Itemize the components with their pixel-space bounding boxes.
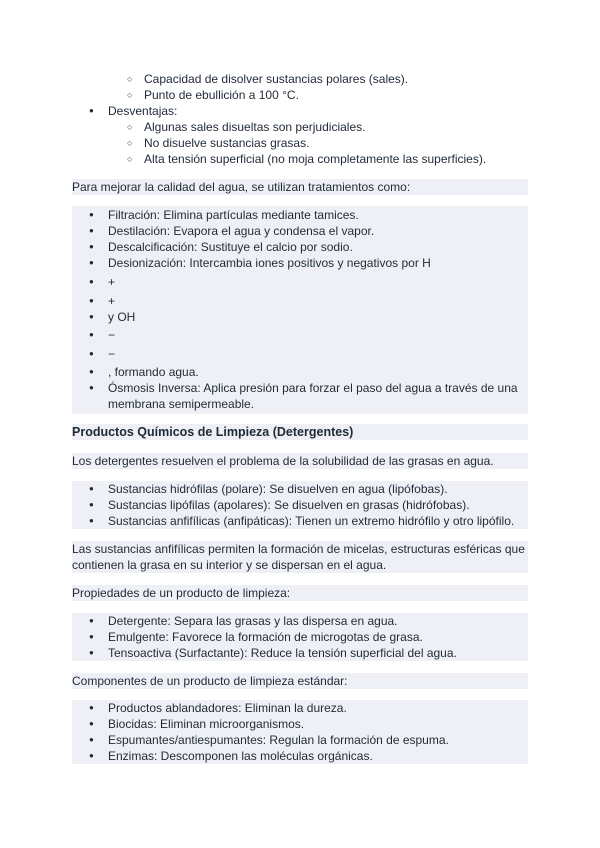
list-item-disadvantages: ● Desventajas:	[72, 103, 528, 119]
list-item: ● Desionización: Intercambia iones positivos y negativos por H	[72, 255, 528, 271]
treatments-list	[72, 206, 528, 414]
list-item: ● +	[72, 293, 528, 309]
list-item: ● −	[72, 346, 528, 362]
substances-list	[72, 481, 528, 529]
treatments-intro: Para mejorar la calidad del agua, se utilizan tratamientos como:	[72, 179, 528, 195]
list-item: ● Detergente: Separa las grasas y las dispersa en agua.	[72, 613, 528, 629]
list-item: ● Ósmosis Inversa: Aplica presión para forzar el paso del agua a través de una membrana semipermeable.	[72, 380, 528, 412]
list-item: ● Sustancias hidrófilas (polare): Se disuelven en agua (lipófobas).	[72, 481, 528, 497]
detergents-intro: Los detergentes resuelven el problema de la solubilidad de las grasas en agua.	[72, 453, 528, 469]
list-item: ● −	[72, 327, 528, 343]
list-item: ○ Algunas sales disueltas son perjudiciales.	[72, 119, 528, 135]
list-item: ● Emulgente: Favorece la formación de microgotas de grasa.	[72, 629, 528, 645]
properties-intro: Propiedades de un producto de limpieza:	[72, 585, 528, 601]
list-item: ● Tensoactiva (Surfactante): Reduce la tensión superficial del agua.	[72, 645, 528, 661]
list-item: ○ Alta tensión superficial (no moja completamente las superficies).	[72, 151, 528, 167]
components-intro: Componentes de un producto de limpieza estándar:	[72, 673, 528, 689]
list-item: ● Filtración: Elimina partículas mediante tamices.	[72, 207, 528, 223]
list-item: ● y OH	[72, 309, 528, 325]
advantages-disadvantages-list	[72, 71, 528, 167]
components-list	[72, 700, 528, 764]
list-item: ● +	[72, 274, 528, 290]
list-item: ● , formando agua.	[72, 364, 528, 380]
list-item: ● Descalcificación: Sustituye el calcio por sodio.	[72, 239, 528, 255]
properties-list	[72, 613, 528, 661]
micelles-paragraph: Las sustancias anfifílicas permiten la formación de micelas, estructuras esféricas que contienen la grasa en su interior y se dispersan en el agua.	[72, 541, 528, 573]
list-item: ● Productos ablandadores: Eliminan la dureza.	[72, 700, 528, 716]
section-heading: Productos Químicos de Limpieza (Detergentes)	[72, 424, 528, 440]
list-item: ○ Punto de ebullición a 100 °C.	[72, 87, 528, 103]
list-item: ○ Capacidad de disolver sustancias polares (sales).	[72, 71, 528, 87]
list-item: ● Destilación: Evapora el agua y condensa el vapor.	[72, 223, 528, 239]
list-item: ● Enzimas: Descomponen las moléculas orgánicas.	[72, 748, 528, 764]
list-item: ● Espumantes/antiespumantes: Regulan la formación de espuma.	[72, 732, 528, 748]
list-item: ● Sustancias lipófilas (apolares): Se disuelven en grasas (hidrófobas).	[72, 497, 528, 513]
list-item: ● Biocidas: Eliminan microorganismos.	[72, 716, 528, 732]
list-item: ○ No disuelve sustancias grasas.	[72, 135, 528, 151]
list-item: ● Sustancias anfifílicas (anfipáticas): Tienen un extremo hidrófilo y otro lipófilo.	[72, 513, 528, 529]
